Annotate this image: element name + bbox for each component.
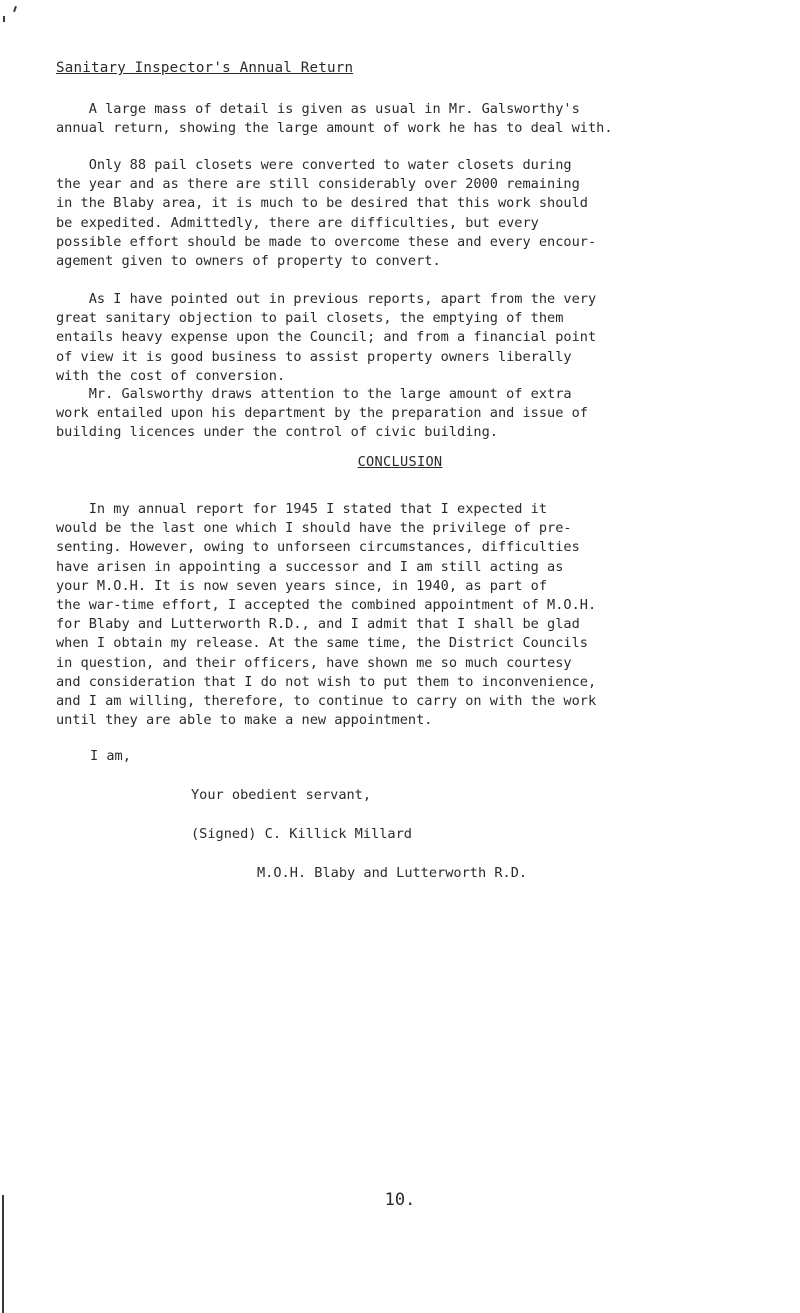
text-line: the year and as there are still considerably over 2000 remaining bbox=[56, 176, 580, 193]
page-number: 10. bbox=[384, 1190, 416, 1210]
paragraph-building-licences bbox=[56, 385, 746, 443]
text-line: would be the last one which I should have the privilege of pre- bbox=[56, 520, 572, 537]
paragraph-pail-closets bbox=[56, 156, 746, 271]
paragraph-galsworthy-return bbox=[56, 100, 746, 138]
text-line: A large mass of detail is given as usual in Mr. Galsworthy's bbox=[56, 101, 580, 117]
text-line: and I am willing, therefore, to continue to carry on with the work bbox=[56, 693, 597, 710]
text-line: senting. However, owing to unforseen circumstances, difficulties bbox=[56, 539, 580, 556]
text-line: building licences under the control of civic building. bbox=[56, 424, 498, 441]
text-line: agement given to owners of property to convert. bbox=[56, 253, 441, 270]
text-line: when I obtain my release. At the same time, the District Councils bbox=[56, 635, 588, 652]
text-line: in the Blaby area, it is much to be desired that this work should bbox=[56, 195, 588, 212]
section-heading: Sanitary Inspector's Annual Return bbox=[56, 60, 354, 76]
text-line: for Blaby and Lutterworth R.D., and I admit that I shall be glad bbox=[56, 616, 580, 633]
text-line: be expedited. Admittedly, there are difficulties, but every bbox=[56, 214, 539, 231]
scan-edge-line bbox=[2, 1195, 4, 1313]
text-line: great sanitary objection to pail closets, the emptying of them bbox=[56, 310, 564, 327]
text-line: Only 88 pail closets were converted to water closets during bbox=[56, 157, 572, 173]
text-line: with the cost of conversion. bbox=[56, 367, 286, 384]
conclusion-heading: CONCLUSION bbox=[357, 454, 443, 470]
text-line: work entailed upon his department by the preparation and issue of bbox=[56, 405, 588, 422]
text-line: of view it is good business to assist property owners liberally bbox=[56, 348, 572, 365]
closing-i-am: I am, bbox=[90, 748, 131, 764]
text-line: As I have pointed out in previous reports, apart from the very bbox=[56, 291, 597, 307]
text-line: your M.O.H. It is now seven years since, in 1940, as part of bbox=[56, 577, 548, 594]
text-line: possible effort should be made to overcome these and every encour- bbox=[56, 233, 597, 250]
signature-line: (Signed) C. Killick Millard bbox=[191, 826, 412, 842]
text-line: in question, and their officers, have shown me so much courtesy bbox=[56, 654, 572, 671]
text-line: entails heavy expense upon the Council; and from a financial point bbox=[56, 329, 597, 346]
paragraph-sanitary-objection bbox=[56, 290, 746, 386]
text-line: In my annual report for 1945 I stated that I expected it bbox=[56, 501, 548, 517]
text-line: and consideration that I do not wish to put them to inconvenience, bbox=[56, 673, 597, 690]
text-line: Mr. Galsworthy draws attention to the large amount of extra bbox=[56, 386, 572, 402]
scan-mark bbox=[3, 16, 5, 22]
text-line: have arisen in appointing a successor and I am still acting as bbox=[56, 558, 564, 575]
paragraph-conclusion bbox=[56, 500, 746, 730]
text-line: until they are able to make a new appointment. bbox=[56, 712, 433, 729]
text-line: the war-time effort, I accepted the combined appointment of M.O.H. bbox=[56, 597, 597, 614]
closing-servant: Your obedient servant, bbox=[191, 787, 372, 803]
text-line: annual return, showing the large amount of work he has to deal with. bbox=[56, 120, 613, 137]
scan-mark bbox=[13, 6, 17, 12]
signatory-title: M.O.H. Blaby and Lutterworth R.D. bbox=[257, 865, 528, 881]
